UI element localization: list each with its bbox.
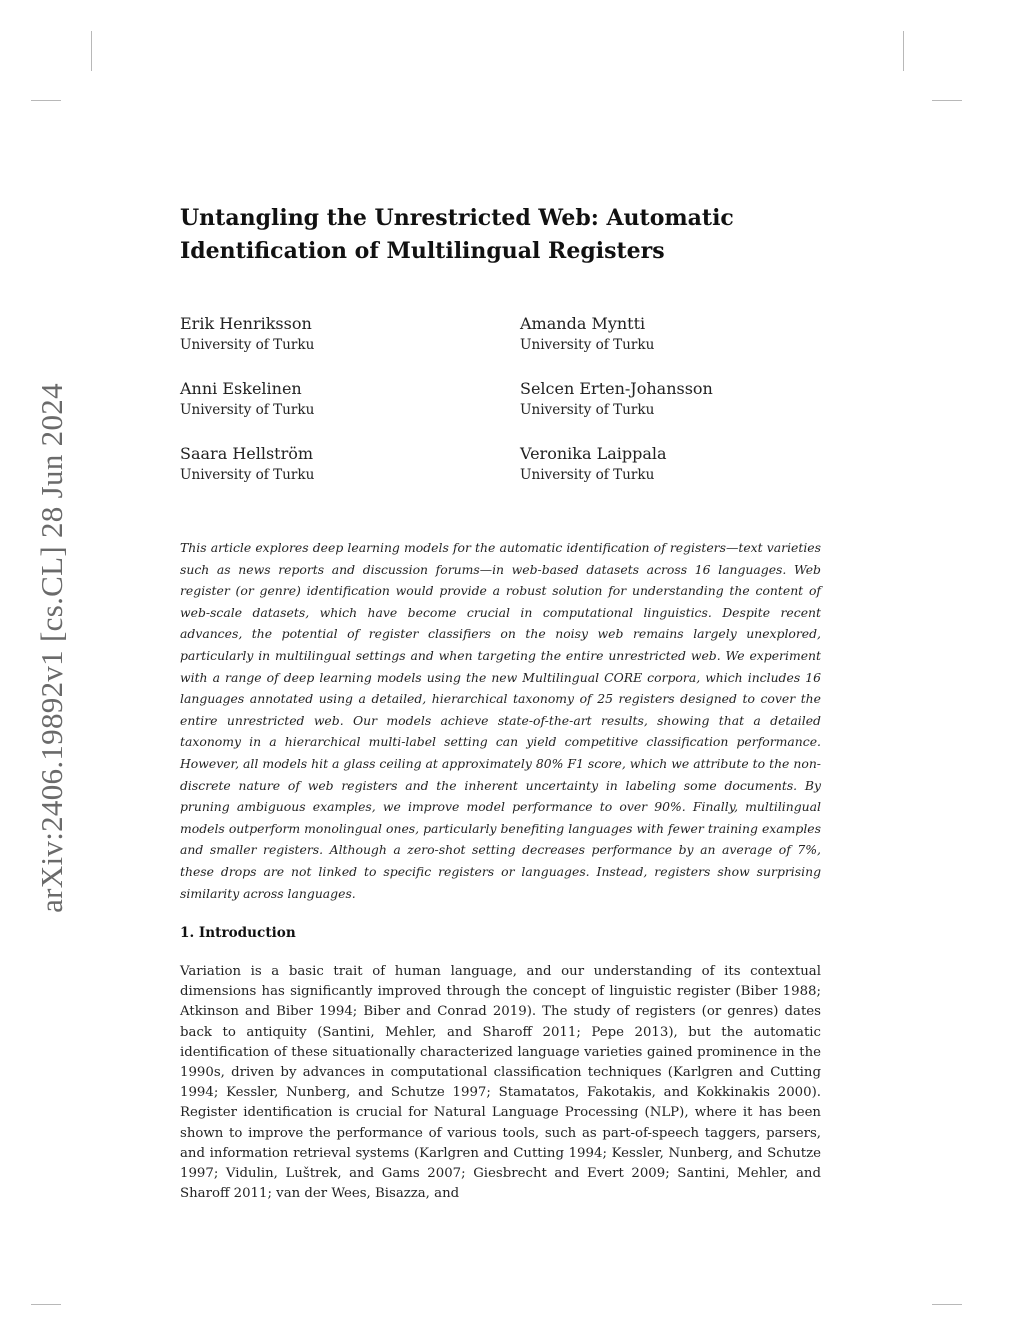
author-name: Amanda Myntti: [520, 314, 646, 333]
crop-mark-top-left: [91, 31, 92, 71]
author-name: Selcen Erten-Johansson: [520, 379, 713, 398]
author-affiliation: University of Turku: [520, 402, 655, 418]
author-affiliation: University of Turku: [180, 337, 315, 353]
author-name: Saara Hellström: [180, 444, 314, 463]
author-affiliation: University of Turku: [520, 467, 655, 483]
author-block: [180, 313, 480, 355]
crop-mark-left-upper: [31, 100, 61, 101]
section-heading: 1. Introduction: [180, 925, 296, 941]
author-affiliation: University of Turku: [180, 467, 315, 483]
author-affiliation: University of Turku: [520, 337, 655, 353]
abstract: This article explores deep learning models for the automatic identification of registers—text varieties such as news reports and discussion forums—in web-based datasets across 16 languages. Web register (or genre) identification would provide a robust solution for understanding the content of web-scale datasets, which have become crucial in computational linguistics. Despite recent advances, the potential of register classifiers on the noisy web remains largely unexplored, particularly in multilingual settings and when targeting the entire unrestricted web. We experiment with a range of deep learning models using the new Multilingual CORE corpora, which includes 16 languages annotated using a detailed, hierarchical taxonomy of 25 registers designed to cover the entire unrestricted web. Our models achieve state-of-the-art results, showing that a detailed taxonomy in a hierarchical multi-label setting can yield competitive classification performance. However, all models hit a glass ceiling at approximately 80% F1 score, which we attribute to the non-discrete nature of web registers and the inherent uncertainty in labeling some documents. By pruning ambiguous examples, we improve model performance to over 90%. Finally, multilingual models outperform monolingual ones, particularly benefiting languages with fewer training examples and smaller registers. Although a zero-shot setting decreases performance by an average of 7%, these drops are not linked to specific registers or languages. Instead, registers show surprising similarity across languages.: [180, 540, 821, 901]
arxiv-identifier: arXiv:2406.19892v1 [cs.CL] 28 Jun 2024: [34, 383, 69, 913]
author-block: [180, 443, 480, 485]
crop-mark-left-lower: [31, 1304, 61, 1305]
crop-mark-right-lower: [932, 1304, 962, 1305]
author-name: Erik Henriksson: [180, 314, 312, 333]
author-name: Veronika Laippala: [520, 444, 667, 463]
author-block: [520, 443, 820, 485]
author-block: [180, 378, 480, 420]
author-block: [520, 313, 820, 355]
paper-title: Untangling the Unrestricted Web: Automatic Identification of Multilingual Registers: [180, 205, 734, 264]
author-block: [520, 378, 820, 420]
author-affiliation: University of Turku: [180, 402, 315, 418]
crop-mark-top-right: [903, 31, 904, 71]
body-paragraph: Variation is a basic trait of human language, and our understanding of its contextual dimensions has significantly improved through the concept of linguistic register (Biber 1988; Atkinson and Biber 1994; Biber and Conrad 2019). The study of registers (or genres) dates back to antiquity (Santini, Mehler, and Sharoff 2011; Pepe 2013), but the automatic identification of these situationally characterized language varieties gained prominence in the 1990s, driven by advances in computational classification techniques (Karlgren and Cutting 1994; Kessler, Nunberg, and Schutze 1997; Stamatatos, Fakotakis, and Kokkinakis 2000). Register identification is crucial for Natural Language Processing (NLP), where it has been shown to improve the performance of various tools, such as part-of-speech taggers, parsers, and information retrieval systems (Karlgren and Cutting 1994; Kessler, Nunberg, and Schutze 1997; Vidulin, Luštrek, and Gams 2007; Giesbrecht and Evert 2009; Santini, Mehler, and Sharoff 2011; van der Wees, Bisazza, and: [180, 964, 821, 1202]
crop-mark-right-upper: [932, 100, 962, 101]
author-name: Anni Eskelinen: [180, 379, 302, 398]
